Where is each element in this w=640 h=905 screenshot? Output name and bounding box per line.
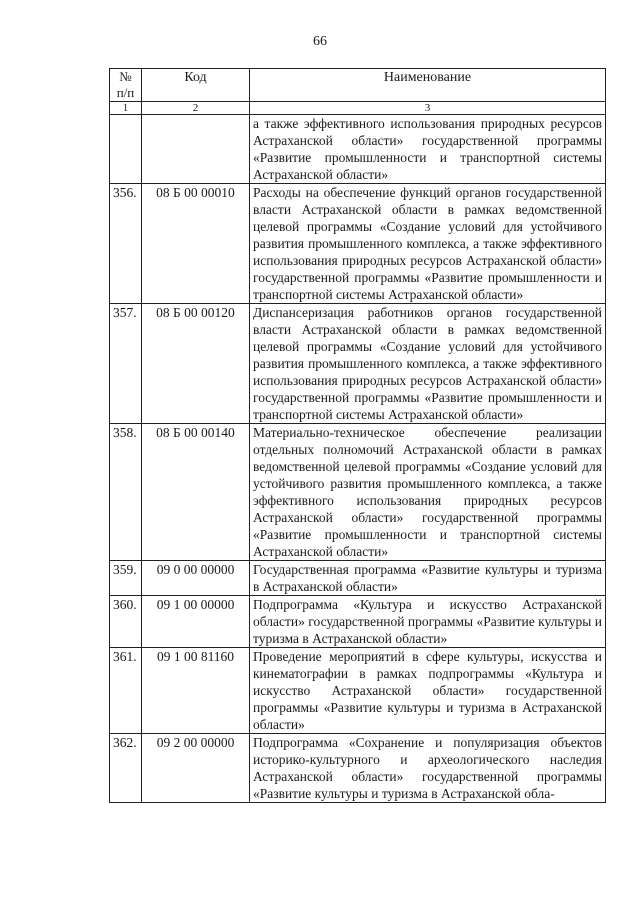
row-number: 356. [110,184,142,304]
row-number: 361. [110,648,142,734]
table-row [110,424,606,561]
header-number-abbr: п/п [116,85,135,100]
row-code: 09 0 00 00000 [142,561,250,596]
column-index: 2 [142,102,250,115]
row-name: Подпрограмма «Сохранение и популяризация объектов историко-культурного и археологического наследия Астраханской области» государственной программы «Развитие культуры и туризма в Астраханской обла- [250,734,606,803]
table-row [110,561,606,596]
row-code: 08 Б 00 00140 [142,424,250,561]
column-index: 3 [250,102,606,115]
row-code: 09 2 00 00000 [142,734,250,803]
row-code: 09 1 00 81160 [142,648,250,734]
row-code [142,115,250,184]
column-index: 1 [110,102,142,115]
table-row [110,304,606,424]
row-name: Проведение мероприятий в сфере культуры, искусства и кинематографии в рамках подпрограммы «Культура и искусство Астраханской области» государственной программы «Развитие культуры и туризма в Астраханской области» [250,648,606,734]
row-name: Государственная программа «Развитие культуры и туризма в Астраханской области» [250,561,606,596]
table-header-row [110,69,606,102]
row-number: 359. [110,561,142,596]
row-name: Диспансеризация работников органов государственной власти Астраханской области в рамках ведомственной целевой программы «Создание условий для устойчивого развития промышленного комплекса, а также эффективного использования природных ресурсов Астраханской области» государственной программы «Развитие промышленности и транспортной системы Астраханской области» [250,304,606,424]
row-code: 08 Б 00 00010 [142,184,250,304]
page-number: 66 [313,34,327,49]
row-number: 362. [110,734,142,803]
row-code: 08 Б 00 00120 [142,304,250,424]
header-name: Наименование [250,69,606,102]
row-number: 360. [110,596,142,648]
row-number: 357. [110,304,142,424]
row-number [110,115,142,184]
budget-code-table [109,68,606,803]
table-row [110,184,606,304]
table-row [110,115,606,184]
row-name: Материально-техническое обеспечение реализации отдельных полномочий Астраханской области в рамках ведомственной целевой программы «Создание условий для устойчивого развития промышленного комплекса, а также эффективного использования природных ресурсов Астраханской области» государственной программы «Развитие промышленности и транспортной системы Астраханской области» [250,424,606,561]
table-row [110,734,606,803]
header-number [110,69,142,102]
header-code: Код [142,69,250,102]
column-index-row [110,102,606,115]
row-name: Расходы на обеспечение функций органов государственной власти Астраханской области в рамках ведомственной целевой программы «Создание условий для устойчивого развития промышленного комплекса, а также эффективного использования природных ресурсов Астраханской области» государственной программы «Развитие промышленности и транспортной системы Астраханской области» [250,184,606,304]
header-number-sign: № [119,69,132,84]
row-code: 09 1 00 00000 [142,596,250,648]
row-name: Подпрограмма «Культура и искусство Астраханской области» государственной программы «Развитие культуры и туризма в Астраханской области» [250,596,606,648]
row-name: а также эффективного использования природных ресурсов Астраханской области» государственной программы «Развитие промышленности и транспортной системы Астраханской области» [250,115,606,184]
table-row [110,648,606,734]
row-number: 358. [110,424,142,561]
table-row [110,596,606,648]
